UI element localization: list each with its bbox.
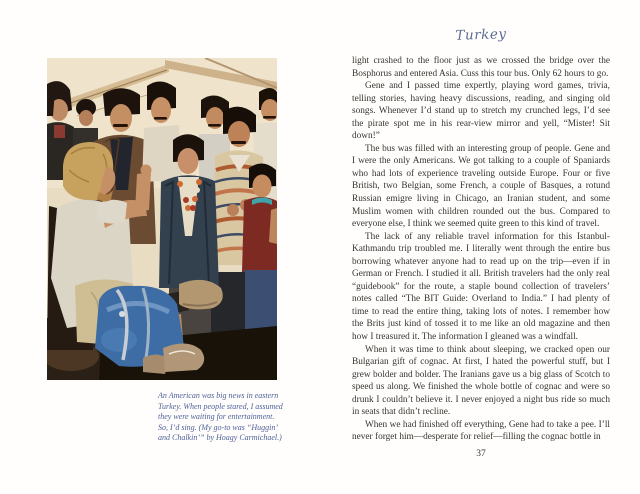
paragraph: The lack of any reliable travel information for this Istanbul-Kathmandu trip troubled me. I literally went through the entire bus borrowing whatever anyone had to read up on the trip—even if in German or French. I studied it all. British travelers had the only real “guidebook” for the route, a staple bound collection of travelers’ notes called “The BIT Guide: Overland to India.” I had plenty of time to read the entire thing, taking lots of notes. I remember how the Brits just kind of tossed it to me like an old magazine and then how I treasured it. The information I gleaned was a windfall. xyxy=(352,231,610,343)
right-page xyxy=(320,0,640,494)
photo-caption xyxy=(158,391,298,444)
caption-line: Turkey. When people stared, I assumed xyxy=(158,401,283,411)
paragraph: The bus was filled with an interesting group of people. Gene and I were the only Americans. We got talking to a couple of Spaniards who had lots of experience traveling outside Europe. Four or five British, two Belgian, some French, a couple of Basques, a rotund Russian emigre living in Chicago, an Iranian student, and some Muslim women with children rounded out the bus. Compared to everyone else, I think we seemed quite green to this kind of travel. xyxy=(352,143,610,230)
running-head-chapter-title: Turkey xyxy=(455,26,507,44)
paragraph: When we had finished off everything, Gene had to take a pee. I’ll never forget him—desperate for relief—filling the cognac bottle in xyxy=(352,419,610,443)
paragraph: Gene and I passed time expertly, playing word games, trivia, telling stories, having heavy discussions, reading, and singing old songs. Whenever I’d stand up to stretch my crunched legs, I’d see the pirate spot me in his rear-view mirror and yell, “Mister! Sit down!” xyxy=(352,81,610,142)
paragraph: When it was time to think about sleeping, we cracked open our Bulgarian gift of cognac. At first, I hated the powerful stuff, but I grew bolder and bolder. The Iranians gave us a big glass of Scotch to speed us along. We finished the whole bottle of cognac and were so drunk I couldn’t believe it. I never enjoyed a night bus ride so much in seats that didn’t recline. xyxy=(352,344,610,418)
paragraph: light crashed to the floor just as we crossed the bridge over the Bosphorus and entered Asia. Cuss this tour bus. Only 62 hours to go. xyxy=(352,56,610,79)
caption-line: An American was big news in eastern xyxy=(158,391,279,400)
caption-line: they were waiting for entertainment. xyxy=(158,412,275,422)
caption-line: and Chalkin’” by Hoagy Carmichael.) xyxy=(158,433,282,443)
caption-line: So, I’d sing. (My go-to was “Huggin’ xyxy=(158,422,278,432)
book-photo xyxy=(47,58,277,380)
body-text xyxy=(352,55,610,444)
page-number: 37 xyxy=(476,449,486,459)
photo-crowd-scene-illustration xyxy=(47,58,277,380)
